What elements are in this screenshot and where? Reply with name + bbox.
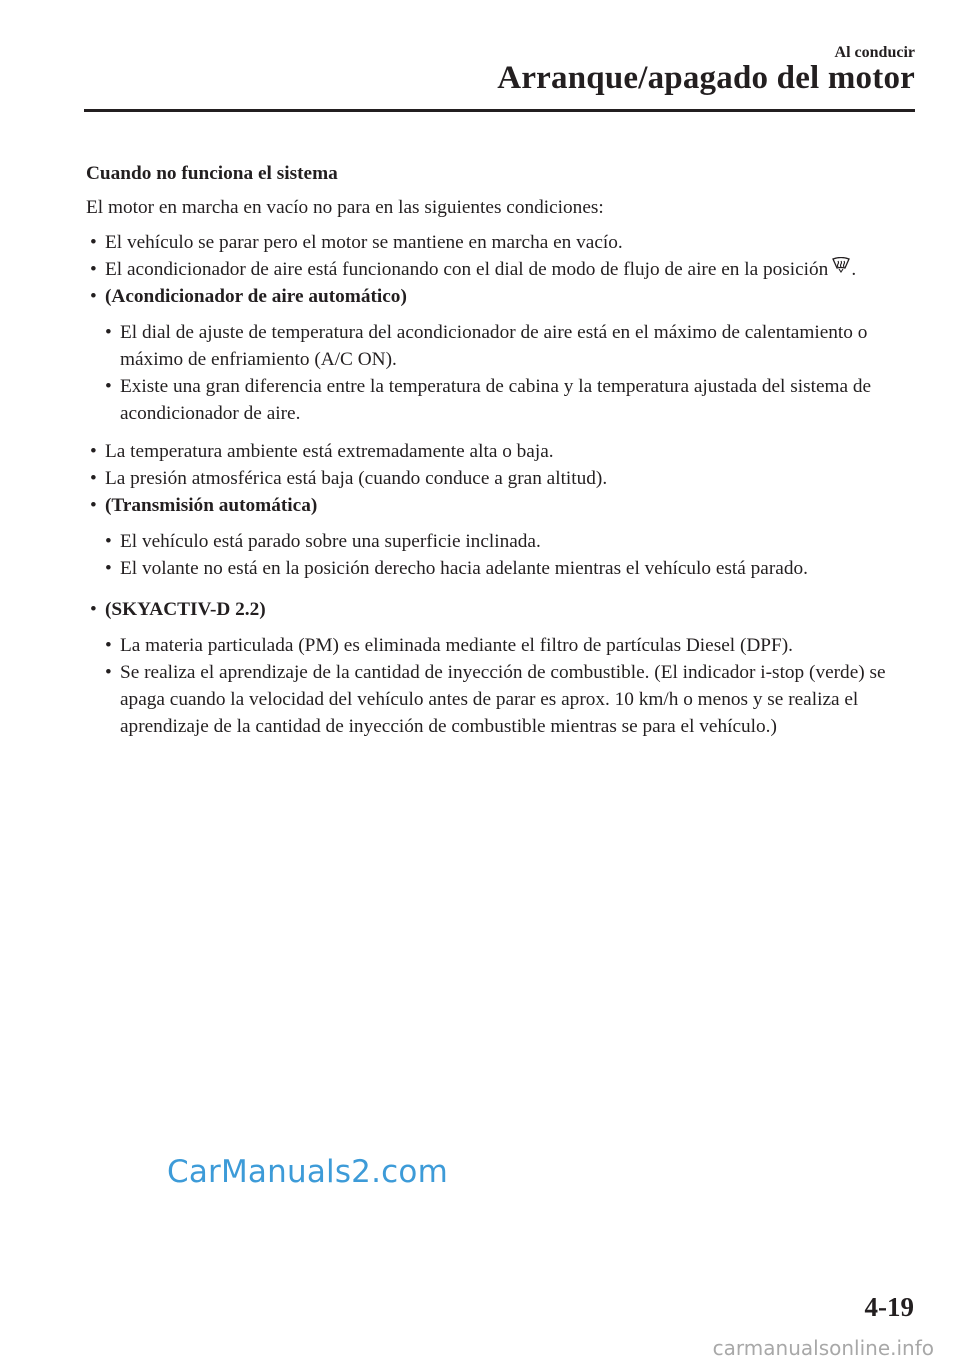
sub-list-item-text: La materia particulada (PM) es eliminada mediante el filtro de partículas Diesel (DPF). [120,635,793,656]
sub-list-item [104,659,916,740]
sub-list-item-text: El volante no está en la posición derecho hacia adelante mientras el vehículo está parado. [120,558,808,579]
list-item [88,283,916,310]
bullet: • [90,495,97,516]
list-item-text: La presión atmosférica está baja (cuando conduce a gran altitud). [105,468,608,489]
bullet: • [90,232,97,253]
bullet: • [105,635,112,656]
bullet: • [105,662,112,683]
list-item-text: El acondicionador de aire está funcionando con el dial de modo de flujo de aire en la posición [105,259,829,280]
list-item [88,438,916,465]
sub-list-item [104,632,916,659]
list-item-text: La temperatura ambiente está extremadamente alta o baja. [105,441,554,462]
windshield-defroster-icon [832,257,850,273]
bullet: • [90,441,97,462]
list-item-text-end: . [851,259,857,280]
bullet: • [105,531,112,552]
bullet: • [105,558,112,579]
sub-list-item-text: Existe una gran diferencia entre la temperatura de cabina y la temperatura ajustada del sistema de acondicionador de aire. [120,376,872,424]
sub-list-item-text: El vehículo está parado sobre una superficie inclinada. [120,531,541,552]
bullet: • [90,468,97,489]
sub-list-item-text: El dial de ajuste de temperatura del acondicionador de aire está en el máximo de calentamiento o máximo de enfriamiento (A/C ON). [120,322,868,370]
list-item [88,596,916,623]
bullet: • [105,376,112,397]
section-heading: Cuando no funciona el sistema [86,163,338,184]
header-rule [84,109,915,112]
list-item [88,256,916,283]
sub-list-item [104,555,916,582]
list-item [88,229,916,256]
list-item-text: (Acondicionador de aire automático) [105,286,407,307]
bullet: • [90,286,97,307]
sub-list-item [104,528,916,555]
bullet: • [105,322,112,343]
page-number: 4-19 [864,1292,914,1322]
content [86,160,916,740]
list-item-text: El vehículo se parar pero el motor se mantiene en marcha en vacío. [105,232,623,253]
intro-text: El motor en marcha en vacío no para en las siguientes condiciones: [86,197,604,218]
watermark: CarManuals2.com [167,1154,448,1190]
list-item [88,492,916,519]
sub-list-item-text: Se realiza el aprendizaje de la cantidad de inyección de combustible. (El indicador i-stop (verde) se apaga cuando la velocidad del vehículo antes de parar es aprox. 10 km/h o menos y se realiza el aprendizaje de la cantidad de inyección de combustible mientras se para el vehículo.) [120,662,886,737]
header-section: Al conducir [834,44,915,61]
bullet: • [90,259,97,280]
list-item-text: (SKYACTIV-D 2.2) [105,599,266,620]
list-item-text: (Transmisión automática) [105,495,318,516]
page-title: Arranque/apagado del motor [497,60,915,96]
sub-list-item [104,319,916,373]
list-item [88,465,916,492]
bullet: • [90,599,97,620]
footer-url: carmanualsonline.info [712,1336,934,1360]
sub-list-item [104,373,916,427]
